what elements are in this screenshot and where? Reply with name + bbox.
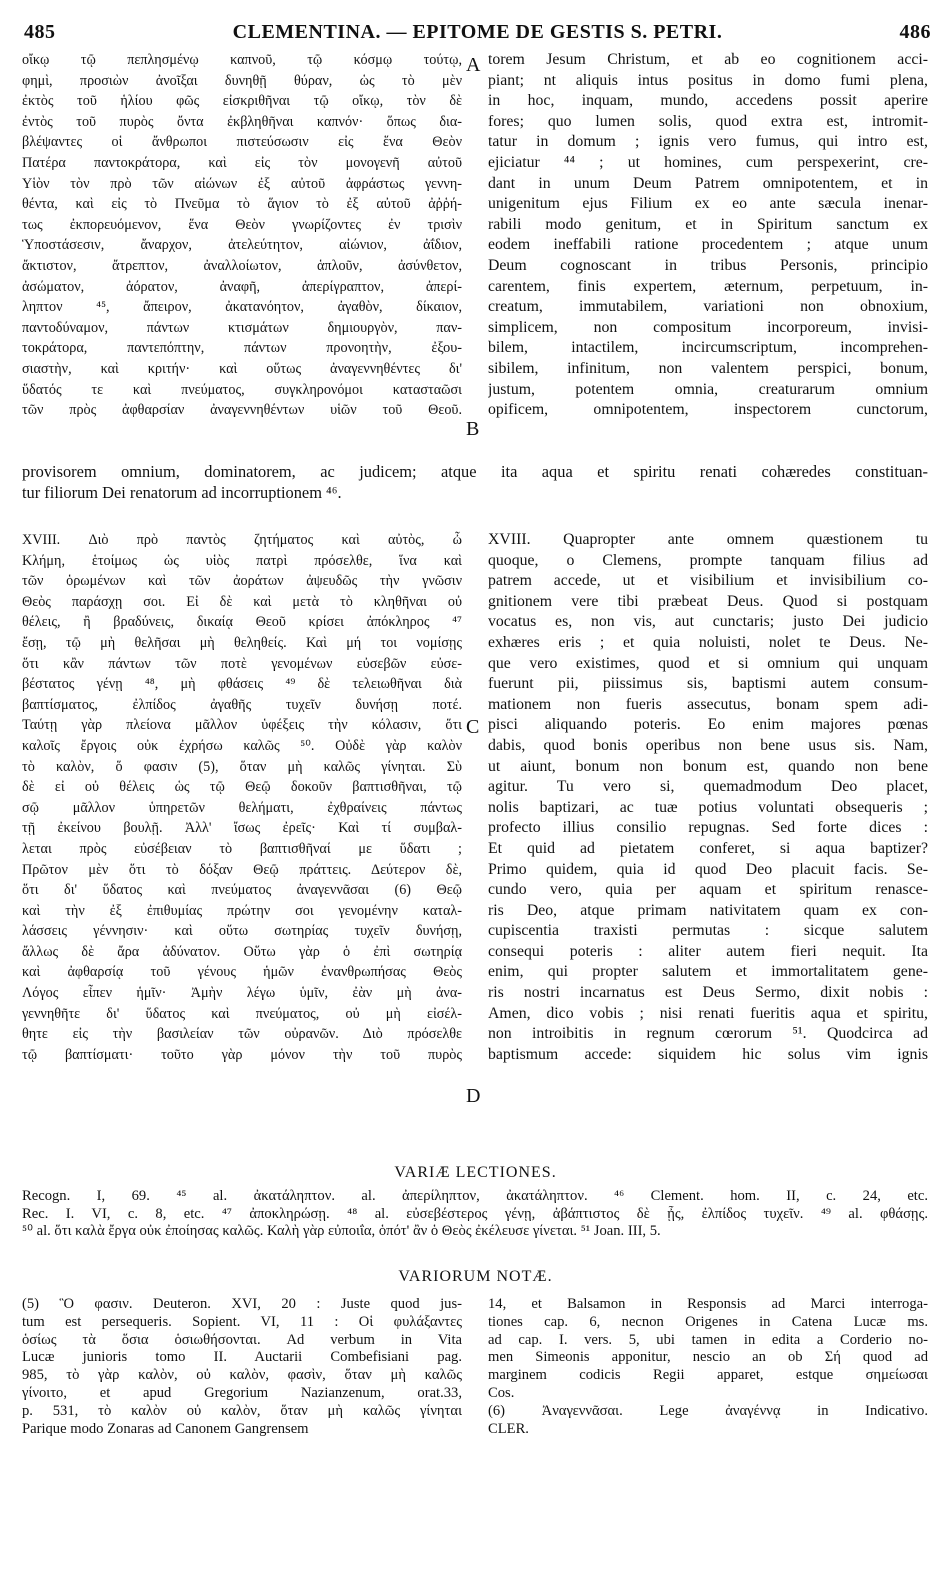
greek-text-line: Πρῶτον μὲν ὅτι τὸ δόξαν Θεῷ πράττεις. Δεύτερον δὲ, <box>22 861 462 878</box>
greek-text-line: θέντα, καὶ εἰς τὸ Πνεῦμα τὸ ἅγιον τὸ ἐξ αὐτοῦ ἀῤῥή- <box>22 196 462 213</box>
latin-text-line: Deum cognoscant in tribus Personis, principio <box>488 256 928 274</box>
greek-text-line: βέστατος γένῃ ⁴⁸, μὴ φθάσεις ⁴⁹ δὲ τελειωθῆναι διὰ <box>22 676 462 693</box>
note-line: men Simeonis apponitur, nescio an ob Σή quod ad <box>488 1349 928 1366</box>
note-line: Cos. <box>488 1384 515 1401</box>
greek-text-line: Κλήμη, ἑτοίμως ὡς υἱὸς πατρὶ πρόσελθε, ἵνα καὶ <box>22 552 462 569</box>
greek-text-line: ἄλλως δὲ ἄρα ἀδύνατον. Οὕτω γὰρ ὁ ἐπὶ σωτηρίᾳ <box>22 943 462 960</box>
note-line: p. 531, τὸ καλὸν οὐ καλὸν, ὅταν μὴ καλῶς γίνηται <box>22 1402 462 1419</box>
latin-text-line: ut aiunt, bonum non bonum est, quando non bene <box>488 757 928 775</box>
note-line: Lucæ junioris tomo II. Auctarii Combefisiani pag. <box>22 1349 462 1366</box>
latin-text-line: gnitionem vere tibi præbeat Deus. Quod si postquam <box>488 592 928 610</box>
variant-reading-line: Rec. I. VI, c. 8, etc. ⁴⁷ ἀποκληρώσῃ. ⁴⁸ al. εὐσεβέστερος γένῃ, ἀβάπτιστος δὲ ᾖς, ἐλπίδος τυχεῖν. ⁴⁹ al. φθάσῃς. <box>22 1205 928 1222</box>
greek-text-line: καλοῖς ἔργοις οὐκ ἐχρήσω καλῶς ⁵⁰. Οὐδὲ γὰρ καλὸν <box>22 737 462 754</box>
note-line: γίνοιτο, et apud Gregorium Nazianzenum, orat.33, <box>22 1384 462 1401</box>
greek-text-line: ἐντὸς τοῦ πυρὸς ὄντα ἐκβληθῆναι καπνόν· ὅπως δια- <box>22 113 462 130</box>
note-line: Parique modo Zonaras ad Canonem Gangrensem <box>22 1420 309 1437</box>
note-line: ad cap. I. vers. 5, ubi tamen in edita a Corderio no- <box>488 1331 928 1348</box>
variae-lectiones-heading: VARIÆ LECTIONES. <box>394 1164 557 1181</box>
greek-text-line: ὕδατός τε καὶ πνεύματος, συγκληρονόμοι κατασταῶσι <box>22 381 462 398</box>
note-line: ὁσίως τὰ ὅσια ὁσιωθήσονται. Ad verbum in Vita <box>22 1331 462 1348</box>
latin-text-line: fores; quo lumen solis, quod extra est, intromit- <box>488 112 928 130</box>
latin-text-line: profecto illius consilio repugnas. Sed forte dices : <box>488 819 928 837</box>
latin-text-line: in hoc, inquam, mundo, accedens possit aperire <box>488 92 928 110</box>
greek-text-line: Υἱὸν τὸν πρὸ τῶν αἰώνων ἐξ αὐτοῦ ἀφράστως γεννη- <box>22 175 462 192</box>
note-line: 985, τὸ γὰρ καλὸν, οὐ καλὸν, φασὶν, ὅταν μὴ καλῶς <box>22 1367 462 1384</box>
latin-text-line: Et quid ad pietatem conferet, si aqua baptizer? <box>488 839 928 857</box>
notes-left-column <box>22 1296 462 1438</box>
greek-text-line: τοκράτορα, παντεπόπτην, πάντων προνοητὴν, ἐξου- <box>22 340 462 357</box>
latin-text-line: eodem ineffabili ratione procedentem ; atque unum <box>488 236 928 254</box>
latin-text-line: tatur in domum ; ignis vero fumus, qui intro est, <box>488 133 928 151</box>
greek-text-line: Λόγος εἶπεν ἡμῖν· Ἀμὴν λέγω ὑμῖν, ἐὰν μὴ ἀνα- <box>22 985 462 1002</box>
variorum-notae-heading: VARIORUM NOTÆ. <box>398 1268 553 1285</box>
latin-text-line: creatum, immutabilem, variationi non obnoxium, <box>488 298 928 316</box>
latin-text-line: piant; nt aliquis intus positus in domo fumi plena, <box>488 71 928 89</box>
greek-text-line: Ταύτῃ γὰρ πλείονα μᾶλλον ὑφέξεις τὴν κόλασιν, ὅτι <box>22 717 462 734</box>
margin-marker-a: A <box>466 54 481 76</box>
greek-text-line: τὸ καλὸν, ὅ φασιν (5), ὅταν μὴ καλῶς γίνηται. Σὺ <box>22 758 462 775</box>
variant-reading-line: Recogn. I, 69. ⁴⁵ al. ἀκατάληπτον. al. ἀπερίληπτον, ἀκατάληπτον. ⁴⁶ Clement. hom. II, c. 24, etc. <box>22 1188 928 1204</box>
greek-text-line: δὲ εἰ οὐ θέλεις ὡς τῷ Θεῷ δοκοῦν βαπτισθῆναι, τῷ <box>22 779 462 796</box>
latin-text-line: pisci aliquando poteris. Eo enim majores pœnas <box>488 716 928 734</box>
greek-text-line: θητε εἰς τὴν βασιλείαν τῶν οὐρανῶν. Διὸ πρόσελθε <box>22 1026 462 1043</box>
greek-text-line: τῇ ἐκείνου βουλῇ. Ἀλλ' ἴσως ἐρεῖς· Καὶ τί συμβαλ- <box>22 820 462 837</box>
latin-text-line: que vero existimes, quod et si omnium qui unquam <box>488 654 928 672</box>
latin-text-line: mationem non fueris assecutus, bonam spem adi- <box>488 695 928 713</box>
greek-text-line: τως ἐκπορευόμενον, ἕνα Θεὸν γνωρίζοντες ἐν τρισὶν <box>22 216 462 233</box>
latin-text-line: quoque, o Clemens, prompte tanquam filius ad <box>488 551 928 569</box>
latin-text-line: carentem, finis expertem, æternum, perpetuum, in- <box>488 277 928 295</box>
latin-text-line: vocatus es, non vis, aut cunctaris; justo Dei judicio <box>488 613 928 631</box>
latin-text-line: non introibitis in regnum cœrorum ⁵¹. Quodcirca ad <box>488 1025 928 1043</box>
latin-text-line: sibilem, infinitum, non valentem perspici, bonum, <box>488 359 928 377</box>
latin-text-line: justum, potentem omnia, creaturarum omnium <box>488 380 928 398</box>
greek-text-line: Θεὸς παράσχῃ σοι. Εἰ δὲ καὶ μετὰ τὸ κληθῆναι οὐ <box>22 593 462 610</box>
latin-text-line: enim, qui propter salutem et immortalitatem gene- <box>488 963 928 981</box>
latin-text-line: bilem, intactilem, incircumscriptum, incomprehen- <box>488 339 928 357</box>
margin-marker-d: D <box>466 1085 481 1107</box>
greek-text-line: σῷ μᾶλλον ὑπηρετῶν θελήματι, ἐχθραίνεις πάντως <box>22 799 462 816</box>
greek-text-line: τῶν πρὸς ἀφθαρσίαν ἀναγεννηθέντων υἱῶν τοῦ Θεοῦ. <box>22 402 462 419</box>
latin-text-line: torem Jesum Christum, et ab eo cognitionem acci- <box>488 51 928 68</box>
latin-text-line: opificem, omnipotentem, inspectorem cunctorum, <box>488 401 928 419</box>
latin-text-line: baptismum accede: siquidem hic solus vim ignis <box>488 1045 928 1063</box>
note-line: (5) Ὃ φασιν. Deuteron. XVI, 20 : Juste quod jus- <box>22 1296 462 1312</box>
greek-text-line: Ὑποστάσεσιν, ἄναρχον, ἀτελεύτητον, αἰώνιον, ἀΐδιον, <box>22 237 462 254</box>
latin-column-top <box>488 50 928 421</box>
latin-text-line: agitur. Tu vero si, quemadmodum Deo placet, <box>488 778 928 796</box>
latin-text-line: fuerunt pii, piissimus sis, baptismi autem consum- <box>488 675 928 693</box>
latin-text-line: rabili modo genitum, et in Spiritum sanctum ex <box>488 215 928 233</box>
greek-text-line: ληπτον ⁴⁵, ἄπειρον, ἀκατανόητον, ἀγαθὸν, δίκαιον, <box>22 299 462 316</box>
note-line: tum est persequeris. Sopient. VI, 11 : Οἱ φυλάξαντες <box>22 1313 462 1330</box>
latin-text-line: exhæres eris ; et quia noluisti, nolet te Deus. Ne- <box>488 633 928 651</box>
greek-text-line: ἔσῃ, τῷ μὴ θελῆσαι μὴ θεληθείς. Καὶ μή τοι νομίσῃς <box>22 634 462 651</box>
margin-marker-b: B <box>466 418 480 440</box>
latin-text-line: tur filiorum Dei renatorum ad incorruptionem ⁴⁶. <box>22 482 342 502</box>
margin-marker-c: C <box>466 716 480 738</box>
latin-text-line: cupiscentia traxisti permutas : sicque salutem <box>488 922 928 940</box>
running-title: CLEMENTINA. — EPITOME DE GESTIS S. PETRI. <box>232 20 723 43</box>
greek-text-line: οἴκῳ τῷ πεπλησμένῳ καπνοῦ, τῷ κόσμῳ τούτῳ, <box>22 52 462 68</box>
latin-text-line: simplicem, non compositum incorporeum, invisi- <box>488 318 928 336</box>
latin-text-line: nolis baptizari, ac tuæ potius voluntati obsequeris ; <box>488 798 928 816</box>
greek-text-line: φημὶ, προσιὼν ἀνοῖξαι δυνηθῇ θύραν, ὡς τὸ μὲν <box>22 72 462 89</box>
latin-text-line: ris Deo, atque primam nativitatem quam ex con- <box>488 901 928 919</box>
latin-text-line: XVIII. Quapropter ante omnem quæstionem tu <box>488 531 928 548</box>
greek-text-line: λάσσεις γέννησιν· καὶ οὕτω σωτηρίας τυχεῖν δυνήσῃ, <box>22 923 462 940</box>
greek-text-line: καὶ ἀφθαρσίᾳ τοῦ γένους ἡμῶν ἐνανθρωπήσας Θεὸς <box>22 964 462 981</box>
greek-text-line: λεται πρὸς εὐσέβειαν τὸ βαπτισθῆναί με ὕδατι ; <box>22 840 462 857</box>
variant-reading-line: ⁵⁰ al. ὅτι καλὰ ἔργα οὐκ ἐποίησας καλῶς. Καλὴ γὰρ εὐποιΐα, ὁπότ' ἂν ὁ Θεὸς ἐκέλευσε γίνεται. ⁵¹ Joan. III, 5. <box>22 1223 661 1240</box>
latin-text-line: dabis, quod bonis operibus non bene usus sis. Nam, <box>488 736 928 754</box>
greek-text-line: βλέψαντες οἱ ἄνθρωποι πιστεύσωσιν εἰς ἕνα Θεὸν <box>22 134 462 151</box>
greek-text-line: παντοδύναμον, πάντων κτισμάτων δημιουργὸν, παν- <box>22 319 462 336</box>
latin-column-section-xviii <box>488 530 928 1065</box>
latin-text-line: unigenitum ejus Filium ex eo ante sæcula inenar- <box>488 195 928 213</box>
latin-full-width-text <box>22 462 928 503</box>
greek-column-section-xviii <box>22 530 462 1065</box>
greek-text-line: σιαστὴν, καὶ κριτήν· καὶ οὕτως ἀναγεννηθέντες δι' <box>22 360 462 377</box>
greek-text-line: θέλεις, ἢ βραδύνεις, δικαίᾳ Θεοῦ κρίσει ἀπόκληρος ⁴⁷ <box>22 614 462 631</box>
greek-text-line: καὶ τὴν ἐξ ἐπιθυμίας πρώτην σοι γενομένην καταλ- <box>22 902 462 919</box>
page-number-left: 485 <box>24 20 56 43</box>
note-line: (6) Ἀναγεννᾶσαι. Lege ἀναγέννᾳ in Indicativo. <box>488 1402 928 1419</box>
latin-text-line: ejiciatur ⁴⁴ ; ut homines, cum perspexerint, cre- <box>488 153 928 171</box>
page-header <box>24 18 931 46</box>
variae-lectiones-text <box>22 1188 928 1241</box>
latin-text-line: ris nostri incarnatus est Deus Sermo, dixit nobis : <box>488 984 928 1002</box>
greek-text-line: XVIII. Διὸ πρὸ παντὸς ζητήματος καὶ αὐτὸς, ὦ <box>22 532 462 548</box>
latin-text-line: Primo quidem, quia id quod Deo placuit facis. Se- <box>488 860 928 878</box>
latin-text-line: Amen, dico vobis ; nisi renati fueritis aqua et spiritu, <box>488 1004 928 1022</box>
note-line: 14, et Balsamon in Responsis ad Marci interroga- <box>488 1296 928 1312</box>
note-line: marginem codicis Regii apparet, estque σημείωσαι <box>488 1367 928 1384</box>
greek-text-line: ὅτι κἂν πάντων τῶν ποτὲ γενομένων εὐσεβῶν εὐσε- <box>22 655 462 672</box>
greek-text-line: τῶν ὁρωμένων καὶ τῶν ἀοράτων ἀψευδῶς τὴν γνῶσιν <box>22 573 462 590</box>
greek-text-line: βαπτίσματος, ἐλπίδος ἀγαθῆς τυχεῖν δυνήσῃ ποτέ. <box>22 696 462 713</box>
greek-text-line: γεννηθῆτε δι' ὕδατος καὶ πνεύματος, οὐ μὴ εἰσέλ- <box>22 1005 462 1022</box>
greek-text-line: τῷ βαπτίσματι· τοῦτο γὰρ μόνον τὴν τοῦ πυρὸς <box>22 1046 462 1063</box>
latin-text-line: patrem accede, ut et visibilium et invisibilium co- <box>488 572 928 590</box>
greek-text-line: Πατέρα παντοκράτορα, καὶ εἰς τὸν μονογενῆ αὐτοῦ <box>22 154 462 171</box>
greek-column-top <box>22 50 462 421</box>
latin-text-line: provisorem omnium, dominatorem, ac judicem; atque ita aqua et spiritu renati cohæredes constituan- <box>22 462 928 481</box>
greek-text-line: ἀσώματον, ἀόρατον, ἀναφῆ, ἀπερίγραπτον, ἀπερί- <box>22 278 462 295</box>
latin-text-line: consequi poteris : aliter autem fieri nequit. Ita <box>488 942 928 960</box>
latin-text-line: dant in unum Deum Patrem omnipotentem, et in <box>488 174 928 192</box>
greek-text-line: ἐκτὸς τοῦ ἡλίου φῶς εἰσκριθῆναι τῷ οἴκῳ, τὸν δὲ <box>22 93 462 110</box>
note-line: tiones cap. 6, necnon Origenes in Catena Lucæ ms. <box>488 1313 928 1330</box>
greek-text-line: ὅτι δι' ὕδατος καὶ πνεύματος ἀναγεννᾶσαι (6) Θεῷ <box>22 882 462 899</box>
page-number-right: 486 <box>899 20 931 43</box>
note-line: CLER. <box>488 1420 529 1437</box>
notes-right-column <box>488 1296 928 1438</box>
greek-text-line: ἄκτιστον, ἄτρεπτον, ἀναλλοίωτον, ἁπλοῦν, ἀσύνθετον, <box>22 257 462 274</box>
latin-text-line: cundo vero, quia per aquam et spiritum renasce- <box>488 881 928 899</box>
